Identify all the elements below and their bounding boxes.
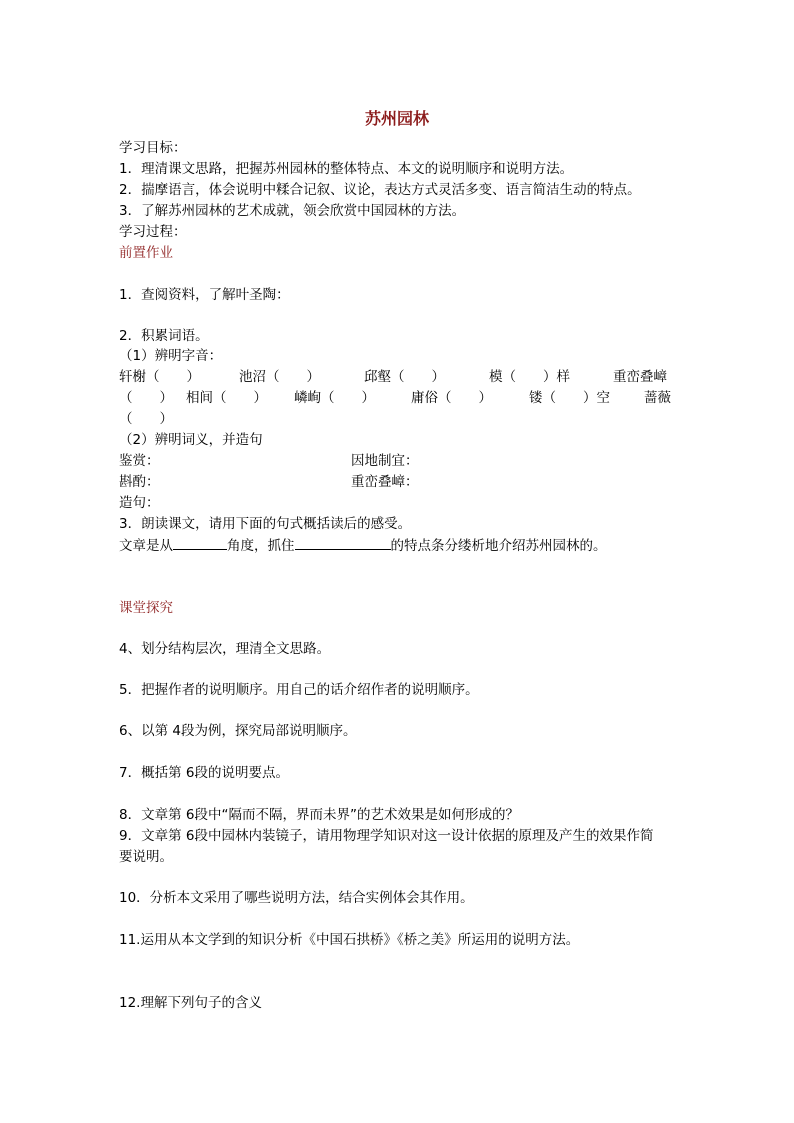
goal-item: 1．理清课文思路，把握苏州园林的整体特点、本文的说明顺序和说明方法。: [119, 161, 574, 177]
question-2-sub2: （2）辨明词义，并造句: [119, 432, 263, 448]
question-7: 7．概括第 6段的说明要点。: [119, 765, 289, 781]
vocab-term: 重峦叠嶂：: [351, 474, 419, 490]
goals-label: 学习目标：: [119, 140, 187, 156]
pronunciation-item: （ ）: [119, 411, 173, 427]
goal-item: 3．了解苏州园林的艺术成就，领会欣赏中国园林的方法。: [119, 203, 466, 219]
question-6: 6、以第 4段为例，探究局部说明顺序。: [119, 723, 357, 739]
section-heading-preview: 前置作业: [119, 245, 173, 261]
question-9: 9．文章第 6段中园林内装镜子，请用物理学知识对这一设计依据的原理及产生的效果作简: [119, 828, 654, 844]
question-5: 5．把握作者的说明顺序。用自己的话介绍作者的说明顺序。: [119, 682, 479, 698]
fill-text: 文章是从: [119, 538, 173, 554]
pronunciation-item: 重峦叠嶂: [613, 369, 667, 385]
question-9-cont: 要说明。: [119, 849, 173, 865]
goal-item: 2．揣摩语言，体会说明中糅合记叙、议论，表达方式灵活多变、语言简洁生动的特点。: [119, 182, 641, 198]
pronunciation-item: 池沼（ ）: [239, 369, 320, 385]
question-1: 1．查阅资料，了解叶圣陶：: [119, 287, 290, 303]
pronunciation-item: （ ）: [119, 390, 173, 406]
pronunciation-item: 嶙峋（ ）: [294, 390, 375, 406]
pronunciation-item: 邱壑（ ）: [364, 369, 445, 385]
pronunciation-item: 庸俗（ ）: [411, 390, 492, 406]
question-8: 8．文章第 6段中“隔而不隔，界而未界”的艺术效果是如何形成的？: [119, 807, 519, 823]
pronunciation-item: 相间（ ）: [186, 390, 267, 406]
question-10: 10．分析本文采用了哪些说明方法，结合实例体会其作用。: [119, 890, 474, 906]
vocab-term: 斟酌：: [119, 474, 160, 490]
process-label: 学习过程：: [119, 224, 187, 240]
fill-blank-feature[interactable]: [295, 535, 391, 550]
sentence-label: 造句：: [119, 495, 160, 511]
question-12: 12.理解下列句子的含义: [119, 995, 262, 1011]
fill-text: 的特点条分缕析地介绍苏州园林的。: [390, 538, 607, 554]
pronunciation-item: 模（ ）样: [489, 369, 570, 385]
page-title: 苏州园林: [364, 109, 429, 128]
pronunciation-item: 镂（ ）空: [529, 390, 610, 406]
section-heading-inquiry: 课堂探究: [119, 600, 173, 616]
vocab-term: 因地制宜：: [351, 453, 419, 469]
question-2-sub1: （1）辨明字音：: [119, 348, 223, 364]
question-3-fill: [119, 535, 607, 556]
question-2: 2．积累词语。: [119, 328, 209, 344]
vocab-term: 鉴赏：: [119, 453, 160, 469]
question-4: 4、划分结构层次，理清全文思路。: [119, 641, 331, 657]
fill-blank-angle[interactable]: [173, 535, 227, 550]
fill-text: 角度，抓住: [227, 538, 295, 554]
pronunciation-item: 蔷薇: [644, 390, 671, 406]
pronunciation-item: 轩榭（ ）: [119, 369, 200, 385]
question-11: 11.运用从本文学到的知识分析《中国石拱桥》《桥之美》所运用的说明方法。: [119, 932, 580, 948]
question-3: 3．朗读课文，请用下面的句式概括读后的感受。: [119, 516, 412, 532]
